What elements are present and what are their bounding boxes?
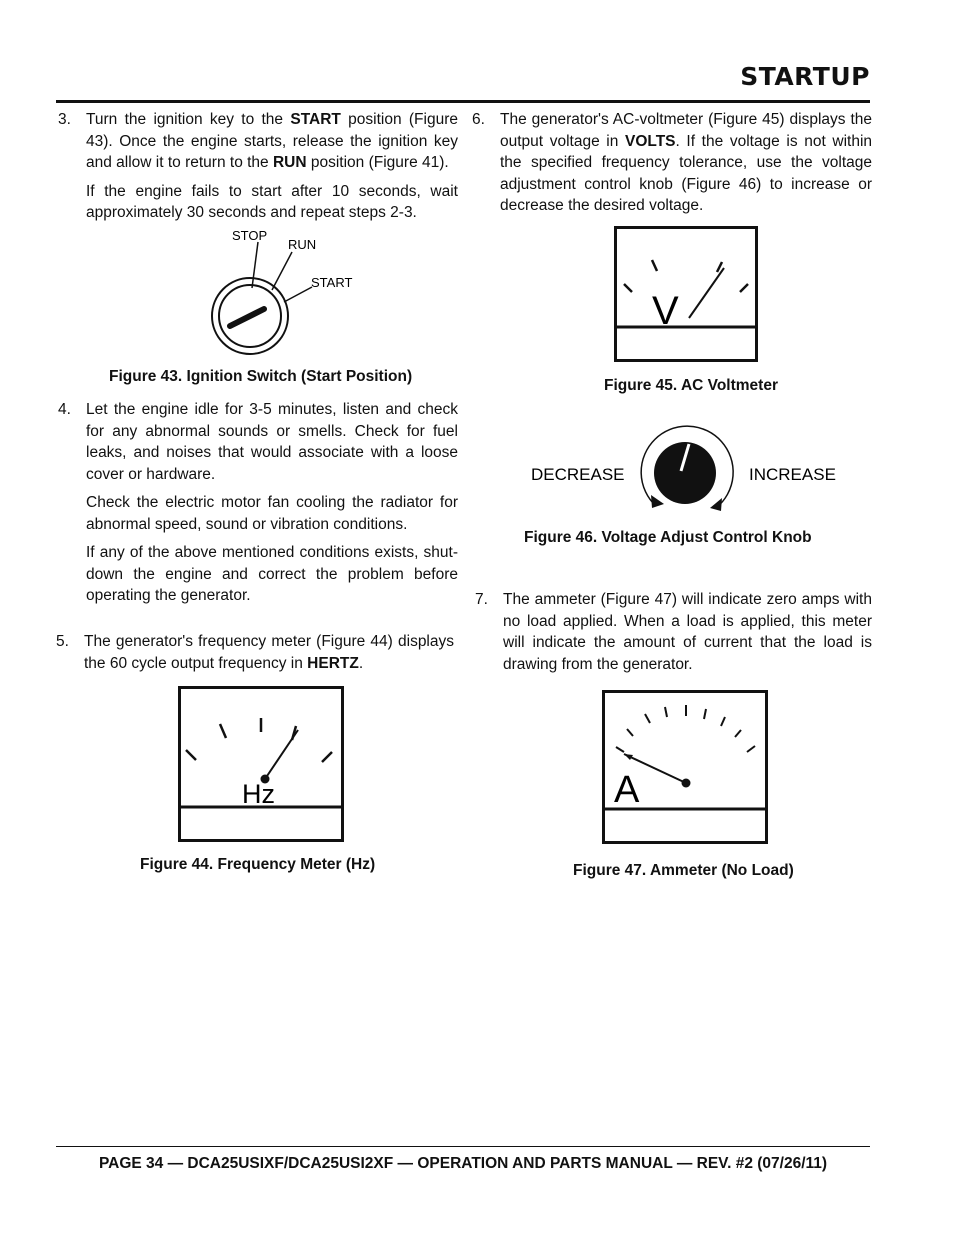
step-text: position (Figure 41).: [306, 154, 449, 171]
step-paragraph: The ammeter (Figure 47) will indicate zero amps with no load applied. When a load is applied, this meter will indicate the amount of current that the load is drawing from the generator.: [503, 591, 872, 673]
emphasis-start: START: [290, 111, 341, 128]
step-6: [472, 109, 872, 217]
label-start: START: [311, 275, 353, 290]
ac-voltmeter-figure: [614, 226, 760, 364]
step-text: . If the voltage is not within the specified frequency tolerance, use the voltage adjustment control knob (Figure 46) to increase or decrease the desired voltage.: [500, 132, 873, 214]
needle-pivot: [682, 779, 691, 788]
figure-45-caption: Figure 45. AC Voltmeter: [604, 377, 778, 394]
footer-rule: [56, 1146, 870, 1147]
knob: [654, 442, 716, 504]
meter-frame: [616, 228, 757, 361]
voltage-adjust-knob-figure: [524, 412, 854, 522]
page-footer: PAGE 34 — DCA25USIXF/DCA25USI2XF — OPERATION AND PARTS MANUAL — REV. #2 (07/26/11): [98, 1155, 828, 1172]
page-title: STARTUP: [740, 62, 870, 91]
step-paragraph: If the engine fails to start after 10 seconds, wait approximately 30 seconds and repeat steps 2-3.: [86, 182, 458, 221]
step-7: [475, 589, 872, 675]
emphasis-volts: VOLTS: [624, 132, 676, 150]
step-4: [58, 399, 458, 607]
unit-label: A: [614, 769, 640, 811]
figure-47-caption: Figure 47. Ammeter (No Load): [573, 862, 794, 879]
meter-frame: [180, 688, 343, 841]
step-text: position (Figure 43). Once the engine starts, release the ignition key and allow it to return to the: [86, 111, 458, 171]
ignition-switch-figure: [200, 222, 370, 362]
label-stop: STOP: [232, 228, 268, 243]
step-number: 3.: [58, 111, 71, 128]
emphasis-hertz: HERTZ: [307, 654, 359, 672]
emphasis-run: RUN: [272, 154, 307, 171]
step-text: Turn the ignition key to the: [86, 111, 291, 128]
step-3: [58, 109, 458, 224]
step-paragraph: Check the electric motor fan cooling the radiator for abnormal speed, sound or vibration conditions.: [86, 494, 458, 533]
step-text: .: [358, 654, 364, 672]
step-text: The generator's AC-voltmeter (Figure 45) displays the output voltage in: [500, 111, 872, 150]
increase-arrowhead: [710, 498, 722, 511]
decrease-arrowhead: [651, 495, 664, 508]
label-decrease: DECREASE: [531, 465, 625, 484]
step-number: 4.: [58, 401, 71, 418]
label-run: RUN: [288, 237, 317, 252]
ammeter-figure: [602, 690, 770, 846]
step-number: 7.: [475, 591, 488, 608]
frequency-meter-figure: [178, 686, 346, 844]
step-number: 5.: [56, 633, 69, 650]
unit-label: Hz: [242, 779, 275, 809]
figure-43-caption: Figure 43. Ignition Switch (Start Position): [109, 368, 413, 385]
step-paragraph: Let the engine idle for 3-5 minutes, listen and check for any abnormal sounds or smells. Check for fuel leaks, and noises that would associate with a loose cover or hardware.: [86, 401, 458, 483]
figure-44-caption: Figure 44. Frequency Meter (Hz): [140, 856, 376, 873]
unit-label: V: [652, 289, 679, 333]
header-rule: [56, 100, 870, 103]
step-paragraph: If any of the above mentioned conditions exists, shut-down the engine and correct the problem before operating the generator.: [86, 544, 458, 604]
stop-pointer-line: [252, 242, 258, 288]
label-increase: INCREASE: [749, 465, 836, 484]
step-5: [56, 631, 454, 674]
start-pointer-line: [284, 287, 312, 302]
step-text: The generator's frequency meter (Figure 44) displays the 60 cycle output frequency in: [84, 633, 454, 672]
key-slot: [230, 309, 264, 326]
figure-46-caption: Figure 46. Voltage Adjust Control Knob: [524, 529, 812, 546]
step-number: 6.: [472, 111, 485, 128]
run-pointer-line: [272, 252, 292, 290]
